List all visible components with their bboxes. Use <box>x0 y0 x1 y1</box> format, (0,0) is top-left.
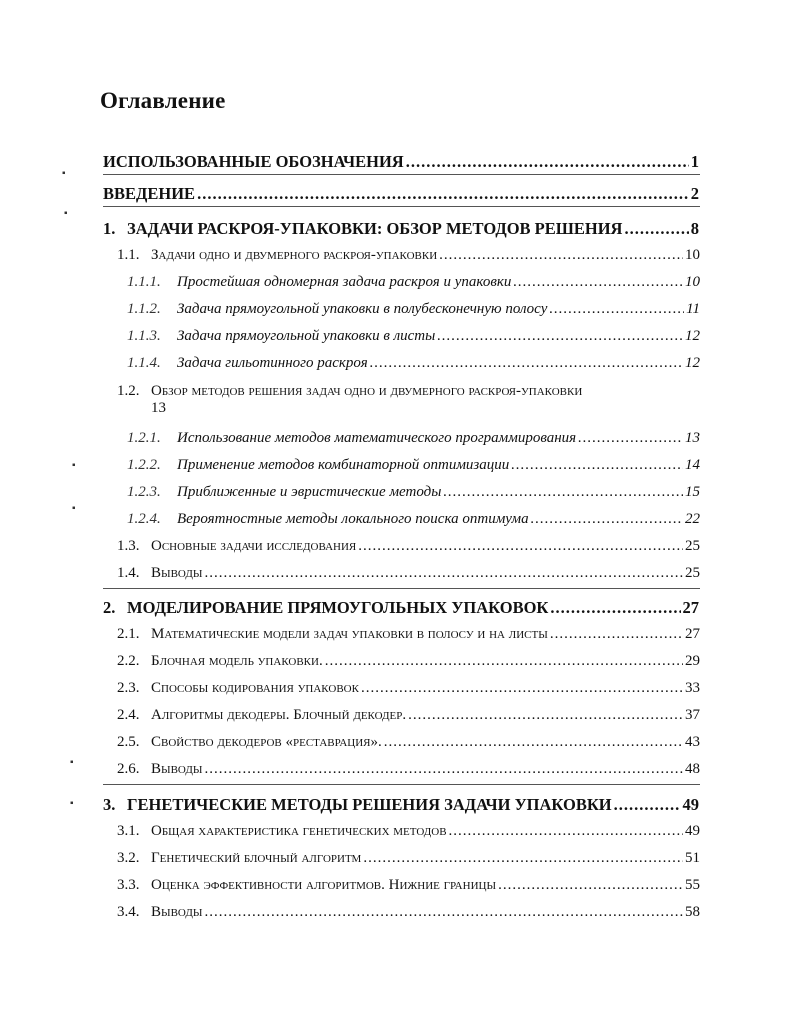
toc-subsection-1-2-4[interactable] <box>127 511 700 528</box>
entry-page: 13 <box>151 400 166 416</box>
toc-subsection-1-2-1[interactable] <box>127 430 700 447</box>
toc-subsection-1-2-2[interactable] <box>127 457 700 474</box>
divider <box>103 588 700 589</box>
entry-page: 13 <box>685 430 700 446</box>
leader-dots <box>408 707 683 724</box>
leader-dots <box>578 430 683 447</box>
entry-page: 25 <box>685 565 700 581</box>
entry-number: 2.6. <box>117 761 140 777</box>
entry-number: 2.4. <box>117 707 140 723</box>
entry-title: ЗАДАЧИ РАСКРОЯ-УПАКОВКИ: ОБЗОР МЕТОДОВ РЕШЕНИЯ <box>127 219 623 238</box>
toc-chapter-1[interactable] <box>103 219 699 239</box>
scan-speck: ▪ <box>64 208 68 219</box>
toc-section-2-4[interactable] <box>117 707 700 724</box>
entry-page: 33 <box>685 680 700 696</box>
entry-title: Блочная модель упаковки. <box>151 653 323 669</box>
leader-dots <box>443 484 683 501</box>
leader-dots <box>363 850 683 867</box>
page-title: Оглавление <box>100 88 226 113</box>
toc-section-1-4[interactable] <box>117 565 700 582</box>
leader-dots <box>449 823 683 840</box>
entry-page: 37 <box>685 707 700 723</box>
leader-dots <box>406 152 689 172</box>
entry-page: 49 <box>685 823 700 839</box>
leader-dots <box>550 626 683 643</box>
entry-number: 1.1.1. <box>127 274 161 290</box>
entry-title: Основные задачи исследования <box>151 538 357 554</box>
toc-entry-introduction[interactable] <box>103 184 699 204</box>
scan-speck: ▪ <box>70 798 74 809</box>
entry-number: 2.3. <box>117 680 140 696</box>
entry-number: 1. <box>103 219 116 238</box>
entry-page: 12 <box>685 355 700 371</box>
entry-title: Задача прямоугольной упаковки в листы <box>177 328 436 344</box>
entry-page: 43 <box>685 734 700 750</box>
entry-title: ВВЕДЕНИЕ <box>103 184 196 203</box>
leader-dots <box>204 565 683 582</box>
entry-page: 48 <box>685 761 700 777</box>
entry-title: Задачи одно и двумерного раскроя-упаковки <box>151 247 438 263</box>
entry-page: 58 <box>685 904 700 920</box>
toc-subsection-1-1-1[interactable] <box>127 274 700 291</box>
toc-subsection-1-1-2[interactable] <box>127 301 700 318</box>
leader-dots <box>370 355 683 372</box>
entry-number: 3.3. <box>117 877 140 893</box>
entry-page: 11 <box>686 301 700 317</box>
leader-dots <box>197 184 689 204</box>
leader-dots <box>204 761 683 778</box>
entry-title: Общая характеристика генетических методов <box>151 823 447 839</box>
toc-section-3-4[interactable] <box>117 904 700 921</box>
leader-dots <box>511 457 683 474</box>
leader-dots <box>384 734 683 751</box>
entry-page: 1 <box>690 152 699 171</box>
toc-section-1-3[interactable] <box>117 538 700 555</box>
entry-title: Применение методов комбинаторной оптимизации <box>177 457 510 473</box>
entry-page: 10 <box>685 274 700 290</box>
divider <box>103 206 700 207</box>
entry-number: 1.1.2. <box>127 301 161 317</box>
entry-page: 25 <box>685 538 700 554</box>
entry-number: 1.1.4. <box>127 355 161 371</box>
toc-section-3-3[interactable] <box>117 877 700 894</box>
entry-page: 55 <box>685 877 700 893</box>
entry-title: Способы кодирования упаковок <box>151 680 359 696</box>
entry-title: Выводы <box>151 904 203 920</box>
divider <box>103 174 700 175</box>
scan-speck: ▪ <box>72 503 76 514</box>
entry-number: 3.2. <box>117 850 140 866</box>
entry-number: 2.1. <box>117 626 140 642</box>
toc-subsection-1-2-3[interactable] <box>127 484 700 501</box>
toc-entry-notation[interactable] <box>103 152 699 172</box>
leader-dots <box>437 328 683 345</box>
leader-dots <box>513 274 683 291</box>
toc-section-2-3[interactable] <box>117 680 700 697</box>
entry-number: 1.2.3. <box>127 484 161 500</box>
entry-title: Задача гильотинного раскроя <box>177 355 368 371</box>
entry-number: 3.1. <box>117 823 140 839</box>
entry-title: ИСПОЛЬЗОВАННЫЕ ОБОЗНАЧЕНИЯ <box>103 152 404 171</box>
toc-subsection-1-1-3[interactable] <box>127 328 700 345</box>
entry-number: 1.3. <box>117 538 140 554</box>
entry-title: Приближенные и эвристические методы <box>177 484 442 500</box>
scan-speck: ▪ <box>72 460 76 471</box>
entry-page: 14 <box>685 457 700 473</box>
leader-dots <box>204 904 683 921</box>
entry-title: Использование методов математического программирования <box>177 430 577 446</box>
toc-section-1-1[interactable] <box>117 247 700 264</box>
scan-speck: ▪ <box>62 168 66 179</box>
leader-dots <box>361 680 683 697</box>
entry-page: 29 <box>685 653 700 669</box>
entry-title: Задача прямоугольной упаковки в полубесконечную полосу <box>177 301 548 317</box>
leader-dots <box>550 598 680 618</box>
entry-title: Алгоритмы декодеры. Блочный декодер. <box>151 707 407 723</box>
leader-dots <box>439 247 683 264</box>
scan-speck: ▪ <box>70 757 74 768</box>
entry-title: МОДЕЛИРОВАНИЕ ПРЯМОУГОЛЬНЫХ УПАКОВОК <box>127 598 549 617</box>
leader-dots <box>549 301 684 318</box>
leader-dots <box>531 511 683 528</box>
entry-page: 10 <box>685 247 700 263</box>
toc-section-3-2[interactable] <box>117 850 700 867</box>
entry-number: 2. <box>103 598 116 617</box>
toc-section-1-2[interactable] <box>117 383 700 417</box>
entry-page: 8 <box>690 219 699 238</box>
entry-title: Вероятностные методы локального поиска оптимума <box>177 511 529 527</box>
toc-section-3-1[interactable] <box>117 823 700 840</box>
entry-page: 2 <box>690 184 699 203</box>
toc-section-2-5[interactable] <box>117 734 700 751</box>
entry-number: 1.1. <box>117 247 140 263</box>
entry-number: 2.2. <box>117 653 140 669</box>
entry-number: 3.4. <box>117 904 140 920</box>
divider <box>103 784 700 785</box>
entry-page: 22 <box>685 511 700 527</box>
leader-dots <box>325 653 683 670</box>
toc-subsection-1-1-4[interactable] <box>127 355 700 372</box>
entry-page: 15 <box>685 484 700 500</box>
entry-title: Математические модели задач упаковки в полосу и на листы <box>151 626 548 642</box>
entry-number: 1.1.3. <box>127 328 161 344</box>
entry-page: 27 <box>682 598 699 617</box>
toc-section-2-6[interactable] <box>117 761 700 778</box>
toc-section-2-2[interactable] <box>117 653 700 670</box>
leader-dots <box>358 538 683 555</box>
entry-title: Свойство декодеров «реставрация». <box>151 734 382 750</box>
entry-title: ГЕНЕТИЧЕСКИЕ МЕТОДЫ РЕШЕНИЯ ЗАДАЧИ УПАКОВКИ <box>127 795 612 814</box>
entry-title: Обзор методов решения задач одно и двумерного раскроя-упаковки <box>151 383 583 399</box>
entry-number: 3. <box>103 795 116 814</box>
toc-chapter-2[interactable] <box>103 598 699 618</box>
entry-number: 1.4. <box>117 565 140 581</box>
entry-number: 1.2. <box>117 383 140 399</box>
entry-page: 27 <box>685 626 700 642</box>
entry-number: 2.5. <box>117 734 140 750</box>
entry-title: Генетический блочный алгоритм <box>151 850 362 866</box>
leader-dots <box>624 219 688 239</box>
entry-page: 12 <box>685 328 700 344</box>
entry-number: 1.2.1. <box>127 430 161 446</box>
toc-chapter-3[interactable] <box>103 795 699 815</box>
entry-title: Выводы <box>151 761 203 777</box>
leader-dots <box>614 795 681 815</box>
entry-title: Простейшая одномерная задача раскроя и упаковки <box>177 274 512 290</box>
entry-title: Выводы <box>151 565 203 581</box>
entry-number: 1.2.2. <box>127 457 161 473</box>
entry-page: 51 <box>685 850 700 866</box>
entry-title: Оценка эффективности алгоритмов. Нижние границы <box>151 877 497 893</box>
entry-number: 1.2.4. <box>127 511 161 527</box>
entry-page: 49 <box>682 795 699 814</box>
leader-dots <box>498 877 683 894</box>
toc-section-2-1[interactable] <box>117 626 700 643</box>
